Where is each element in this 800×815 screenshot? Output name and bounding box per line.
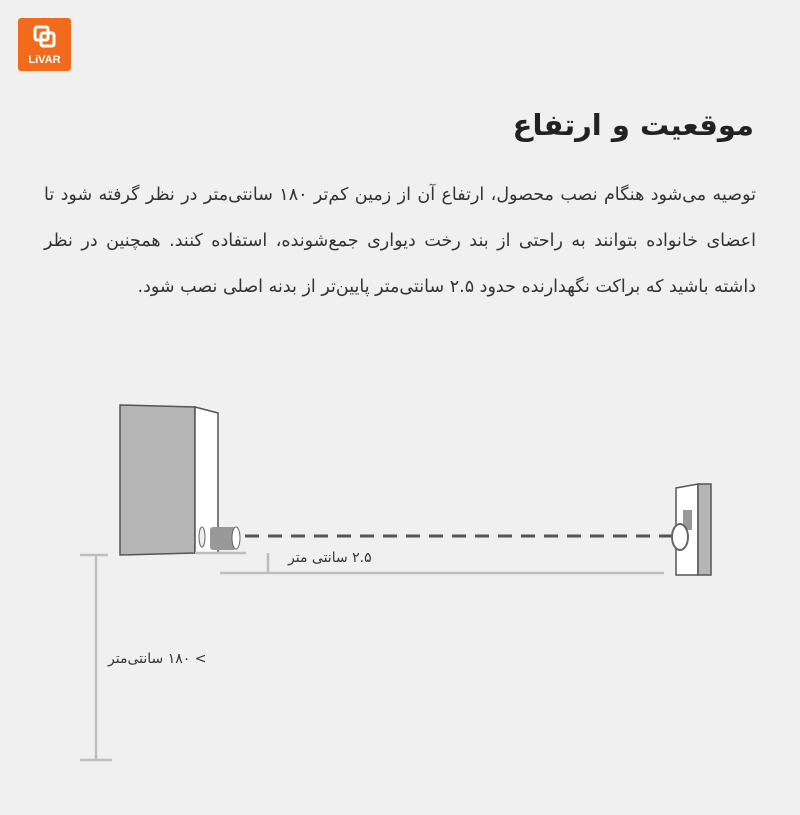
description-paragraph: توصیه می‌شود هنگام نصب محصول، ارتفاع آن از زمین کم‌تر ۱۸۰ سانتی‌متر در نظر گرفته شود تا اعضای خانواده بتوانند به راحتی از بند رخت دیواری جمع‌شونده، استفاده کنند. همچنین در نظر داشته باشید که براکت نگهدارنده حدود ۲.۵ سانتی‌متر پایین‌تر از بدنه اصلی نصب شود. <box>44 185 756 297</box>
height-label: > ۱۸۰ سانتی‌متر <box>108 651 207 667</box>
offset-label: ۲.۵ سانتی متر <box>288 550 372 566</box>
wall-bracket <box>672 484 711 575</box>
logo-text: LiVAR <box>28 54 61 66</box>
page-title: موقعیت و ارتفاع <box>512 108 754 142</box>
